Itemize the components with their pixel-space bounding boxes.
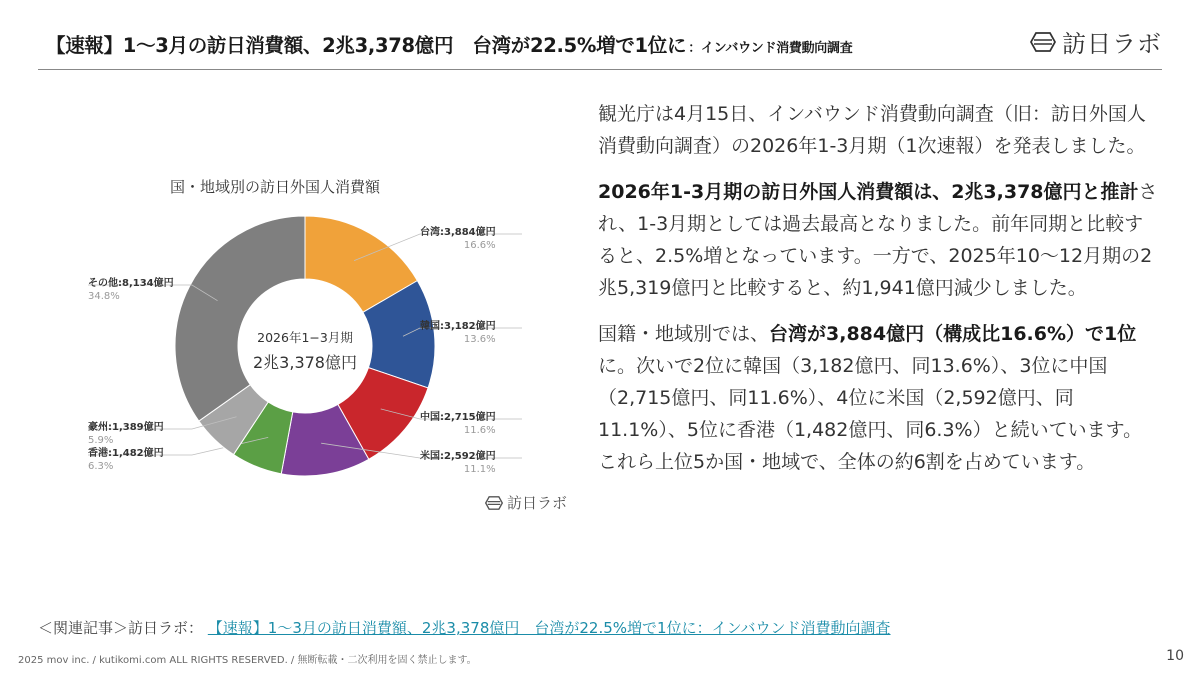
paragraph-3-bold: 台湾が3,884億円（構成比16.6%）で1位	[769, 323, 1137, 345]
paragraph-2	[598, 176, 1158, 304]
center-period: 2026年1−3月期	[257, 330, 353, 345]
related-article-link[interactable]: 【速報】1〜3月の訪日消費額、2兆3,378億円 台湾が22.5%増で1位に：インバウンド消費動向調査	[207, 619, 891, 637]
related-article	[38, 617, 891, 638]
logo-text: 訪日ラボ	[1062, 30, 1162, 58]
footer-copyright: 2025 mov inc. / kutikomi.com ALL RIGHTS RESERVED. / 無断転載・二次利用を固く禁止します。	[18, 655, 477, 666]
chart-title: 国・地域別の訪日外国人消費額	[169, 178, 380, 196]
brand-logo	[1030, 24, 1162, 59]
article-body	[598, 98, 1158, 492]
header	[38, 22, 1162, 62]
paragraph-3-rest: に。次いで2位に韓国（3,182億円、同13.6%）、3位に中国（2,715億円、同11.6%）、4位に米国（2,592億円、同11.1%）、5位に香港（1,482億円、同6.3%）と続いています。これら上位5か国・地域で、全体の約6割を占めています。	[598, 355, 1143, 473]
label-australia: 豪州:1,389億円 5.9%	[88, 422, 164, 446]
label-taiwan: 台湾:3,884億円 16.6%	[420, 227, 496, 251]
paragraph-3	[598, 318, 1158, 478]
label-hongkong: 香港:1,482億円 6.3%	[88, 448, 164, 472]
header-divider	[38, 69, 1162, 70]
chart-logo-text: 訪日ラボ	[507, 494, 568, 512]
logo-mark-icon	[1030, 31, 1056, 53]
slice-6	[175, 216, 305, 421]
paragraph-2-rest: され、1-3月期としては過去最高となりました。前年同期と比較すると、2.5%増となっています。一方で、2025年10〜12月期の2兆5,319億円と比較すると、約1,941億円減少しました。	[598, 181, 1158, 299]
label-korea: 韓国:3,182億円 13.6%	[420, 321, 496, 345]
page-number: 10	[1166, 648, 1184, 664]
paragraph-2-bold: 2026年1-3月期の訪日外国人消費額は、2兆3,378億円と推計	[598, 181, 1139, 203]
page-title	[46, 30, 852, 58]
logo-mark-icon	[485, 495, 503, 511]
paragraph-3-intro: 国籍・地域別では、	[598, 323, 770, 345]
label-other: その他:8,134億円 34.8%	[88, 278, 174, 302]
chart-logo	[485, 492, 567, 513]
title-main: 【速報】1〜3月の訪日消費額、2兆3,378億円 台湾が22.5%増で1位に	[46, 34, 687, 57]
paragraph-1: 観光庁は4月15日、インバウンド消費動向調査（旧：訪日外国人消費動向調査）の2026年1-3月期（1次速報）を発表しました。	[598, 103, 1146, 157]
pie-chart-panel	[80, 160, 580, 520]
related-prefix: ＜関連記事＞訪日ラボ：	[38, 619, 204, 637]
label-usa: 米国:2,592億円 11.1%	[420, 451, 496, 475]
chart-center-label	[225, 328, 385, 373]
center-total: 2兆3,378億円	[253, 353, 357, 372]
title-sub: ：インバウンド消費動向調査	[688, 41, 853, 56]
label-china: 中国:2,715億円 11.6%	[420, 412, 496, 436]
